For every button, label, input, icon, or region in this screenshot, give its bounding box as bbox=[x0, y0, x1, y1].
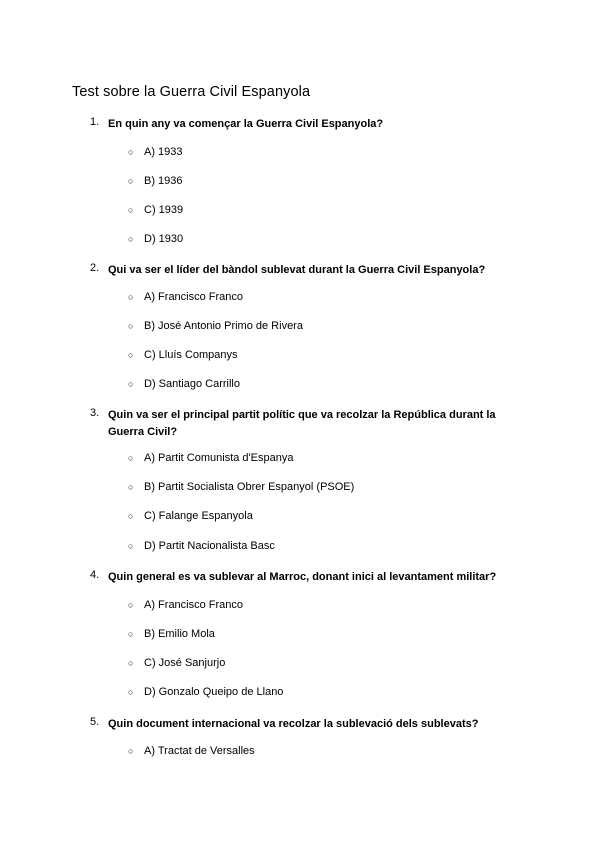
bullet-circle-icon: ○ bbox=[128, 350, 134, 360]
answer-option: ○ B) 1936 bbox=[128, 175, 183, 187]
bullet-circle-icon: ○ bbox=[128, 205, 134, 215]
answer-option: ○ A) Tractat de Versalles bbox=[128, 745, 255, 757]
question-text: En quin any va començar la Guerra Civil Espanyola? bbox=[108, 118, 384, 130]
bullet-circle-icon: ○ bbox=[128, 541, 134, 551]
bullet-circle-icon: ○ bbox=[128, 379, 134, 389]
answer-option: ○ B) José Antonio Primo de Rivera bbox=[128, 320, 303, 332]
bullet-circle-icon: ○ bbox=[128, 746, 134, 756]
answer-option: ○ D) Gonzalo Queipo de Llano bbox=[128, 686, 284, 698]
answer-option: ○ C) Lluís Companys bbox=[128, 349, 238, 361]
answer-option: ○ C) José Sanjurjo bbox=[128, 657, 226, 669]
question-number: 5. bbox=[90, 716, 100, 728]
answer-option: ○ C) 1939 bbox=[128, 204, 184, 216]
bullet-circle-icon: ○ bbox=[128, 658, 134, 668]
answer-option: ○ A) Francisco Franco bbox=[128, 291, 244, 303]
answer-option: ○ A) 1933 bbox=[128, 146, 183, 158]
answer-option: ○ C) Falange Espanyola bbox=[128, 510, 253, 522]
question-text: Quin document internacional va recolzar la sublevació dels sublevats? bbox=[108, 718, 479, 730]
question-text: Qui va ser el líder del bàndol sublevat durant la Guerra Civil Espanyola? bbox=[108, 264, 486, 276]
bullet-circle-icon: ○ bbox=[128, 321, 134, 331]
answer-option: ○ B) Partit Socialista Obrer Espanyol (PSOE) bbox=[128, 481, 355, 493]
answer-option: ○ A) Francisco Franco bbox=[128, 599, 244, 611]
answer-option: ○ A) Partit Comunista d'Espanya bbox=[128, 452, 294, 464]
bullet-circle-icon: ○ bbox=[128, 687, 134, 697]
answer-option: ○ D) Santiago Carrillo bbox=[128, 378, 240, 390]
bullet-circle-icon: ○ bbox=[128, 292, 134, 302]
bullet-circle-icon: ○ bbox=[128, 482, 134, 492]
bullet-circle-icon: ○ bbox=[128, 176, 134, 186]
question-number: 2. bbox=[90, 262, 100, 274]
bullet-circle-icon: ○ bbox=[128, 234, 134, 244]
page-title: Test sobre la Guerra Civil Espanyola bbox=[72, 84, 311, 100]
question-number: 3. bbox=[90, 407, 100, 419]
bullet-circle-icon: ○ bbox=[128, 511, 134, 521]
answer-option: ○ B) Emilio Mola bbox=[128, 628, 215, 640]
answer-option: ○ D) 1930 bbox=[128, 233, 184, 245]
bullet-circle-icon: ○ bbox=[128, 600, 134, 610]
question-text: Quin general es va sublevar al Marroc, donant inici al levantament militar? bbox=[108, 571, 497, 583]
bullet-circle-icon: ○ bbox=[128, 629, 134, 639]
answer-option: ○ D) Partit Nacionalista Basc bbox=[128, 540, 275, 552]
question-number: 1. bbox=[90, 116, 100, 128]
bullet-circle-icon: ○ bbox=[128, 453, 134, 463]
question-number: 4. bbox=[90, 569, 100, 581]
bullet-circle-icon: ○ bbox=[128, 147, 134, 157]
question-text: Quin va ser el principal partit polític que va recolzar la República durant la Guerra Civil? bbox=[108, 409, 496, 438]
